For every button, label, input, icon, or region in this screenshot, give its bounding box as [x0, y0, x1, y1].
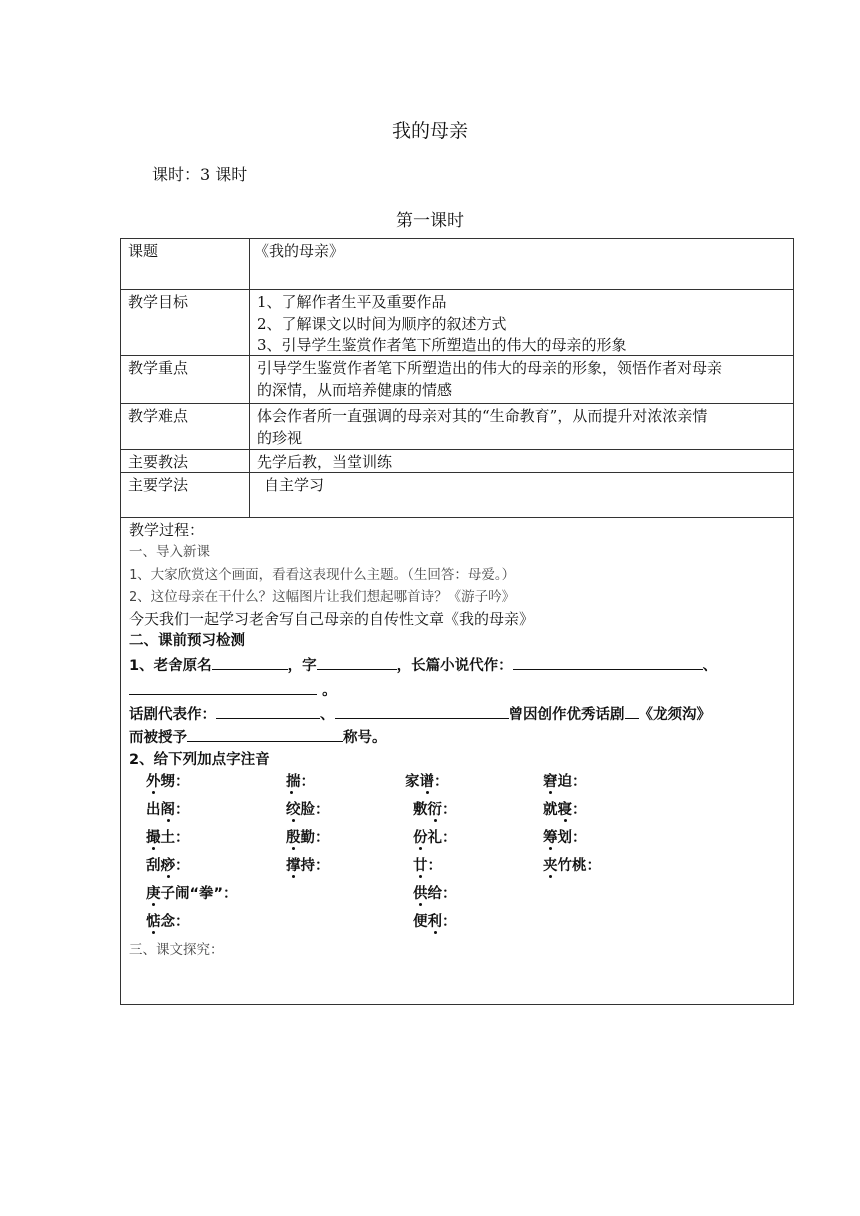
row-line: 3、引导学生鉴赏作者笔下所塑造出的伟大的母亲的形象 — [257, 336, 627, 354]
emphasis-dot — [152, 791, 155, 794]
emphasis-dot — [167, 819, 170, 822]
lesson-plan-table — [120, 238, 794, 1005]
emphasis-dot — [292, 875, 295, 878]
emphasis-dot — [292, 847, 295, 850]
pinyin-word: 筹划： — [543, 826, 587, 847]
emphasis-dot — [549, 791, 552, 794]
pinyin-word: 窘迫： — [543, 770, 587, 791]
emphasis-dot — [419, 847, 422, 850]
emphasis-dot — [434, 931, 437, 934]
pinyin-word: 敷衍： — [413, 798, 457, 819]
table-row-difficulty — [121, 404, 793, 450]
question-1: 1、老舍原名 ，字 ，长篇小说代作： 、 — [129, 655, 717, 676]
pinyin-word: 刮痧： — [146, 854, 190, 875]
answer-blank[interactable] — [335, 704, 509, 719]
row-label: 教学难点 — [128, 407, 189, 425]
answer-blank[interactable] — [216, 704, 320, 719]
pinyin-word: 家谱： — [405, 770, 449, 791]
row-line: 引导学生鉴赏作者笔下所塑造出的伟大的母亲的形象，领悟作者对母亲 — [257, 359, 723, 377]
row-label: 教学目标 — [128, 293, 189, 311]
question-2: 2、给下列加点字注音 — [129, 752, 270, 768]
row-label: 课题 — [128, 242, 159, 260]
emphasis-dot — [426, 791, 429, 794]
page-title: 我的母亲 — [391, 120, 468, 142]
table-row-learning-method — [121, 473, 793, 518]
intro-line-1: 1、大家欣赏这个画面，看看这表现什么主题。（生回答：母爱。） — [129, 567, 516, 583]
row-line: 1、了解作者生平及重要作品 — [257, 293, 447, 311]
pinyin-word: 出阁： — [146, 798, 190, 819]
answer-blank[interactable] — [625, 704, 639, 719]
row-line: 《我的母亲》 — [254, 242, 345, 260]
question-1-title: 而被授予 称号。 — [129, 727, 387, 748]
class-hours: 课时：3 课时 — [152, 165, 248, 184]
row-label: 主要教法 — [128, 453, 189, 471]
row-line: 先学后教，当堂训练 — [257, 453, 393, 471]
pinyin-word: 殷勤： — [286, 826, 330, 847]
table-row-teaching-method — [121, 450, 793, 473]
pinyin-word: 撮土： — [146, 826, 190, 847]
question-1-cont: 。 — [129, 680, 337, 701]
emphasis-dot — [152, 931, 155, 934]
intro-line-2: 2、这位母亲在干什么？这幅图片让我们想起哪首诗？《游子吟》 — [129, 589, 516, 605]
emphasis-dot — [549, 875, 552, 878]
intro-line-3: 今天我们一起学习老舍写自己母亲的自传性文章《我的母亲》 — [129, 610, 535, 628]
table-row-topic — [121, 239, 793, 290]
emphasis-dot — [419, 875, 422, 878]
pinyin-word: 惦念： — [146, 910, 190, 931]
pinyin-word: 供给： — [413, 882, 457, 903]
question-1-drama: 话剧代表作： 、 曾因创作优秀话剧 《龙须沟》 — [129, 704, 711, 725]
row-label: 教学重点 — [128, 359, 189, 377]
pinyin-word: 廿： — [413, 854, 442, 875]
answer-blank[interactable] — [513, 655, 703, 670]
row-line: 自主学习 — [264, 476, 325, 494]
pinyin-word: 便利： — [413, 910, 457, 931]
table-row-objectives — [121, 290, 793, 356]
row-label: 主要学法 — [128, 476, 189, 494]
row-line: 2、了解课文以时间为顺序的叙述方式 — [257, 314, 507, 333]
row-line: 的珍视 — [257, 428, 303, 447]
pinyin-word: 撑持： — [286, 854, 330, 875]
answer-blank[interactable] — [212, 655, 288, 670]
table-row-focus — [121, 356, 793, 404]
answer-blank[interactable] — [317, 655, 397, 670]
process-heading: 教学过程： — [129, 521, 205, 539]
section-preview-title: 二、课前预习检测 — [129, 633, 245, 649]
emphasis-dot — [564, 819, 567, 822]
row-line: 体会作者所一直强调的母亲对其的“生命教育”，从而提升对浓浓亲情 — [257, 407, 708, 425]
emphasis-dot — [290, 791, 293, 794]
period-title: 第一课时 — [396, 211, 464, 231]
answer-blank[interactable] — [129, 680, 317, 695]
emphasis-dot — [152, 847, 155, 850]
section-intro-title: 一、导入新课 — [129, 544, 210, 560]
emphasis-dot — [292, 819, 295, 822]
pinyin-word: 份礼： — [413, 826, 457, 847]
emphasis-dot — [152, 903, 155, 906]
pinyin-word: 揣： — [286, 770, 315, 791]
section-explore-title: 三、课文探究： — [129, 942, 224, 958]
pinyin-word: 就寝： — [543, 798, 587, 819]
emphasis-dot — [419, 903, 422, 906]
pinyin-word: 绞脸： — [286, 798, 330, 819]
emphasis-dot — [549, 847, 552, 850]
pinyin-word: 夹竹桃： — [543, 854, 601, 875]
pinyin-word: 外甥： — [146, 770, 190, 791]
pinyin-word: 庚子闹“拳”： — [146, 882, 238, 903]
answer-blank[interactable] — [187, 727, 343, 742]
row-line: 的深情，从而培养健康的情感 — [257, 380, 453, 399]
emphasis-dot — [167, 875, 170, 878]
emphasis-dot — [434, 819, 437, 822]
